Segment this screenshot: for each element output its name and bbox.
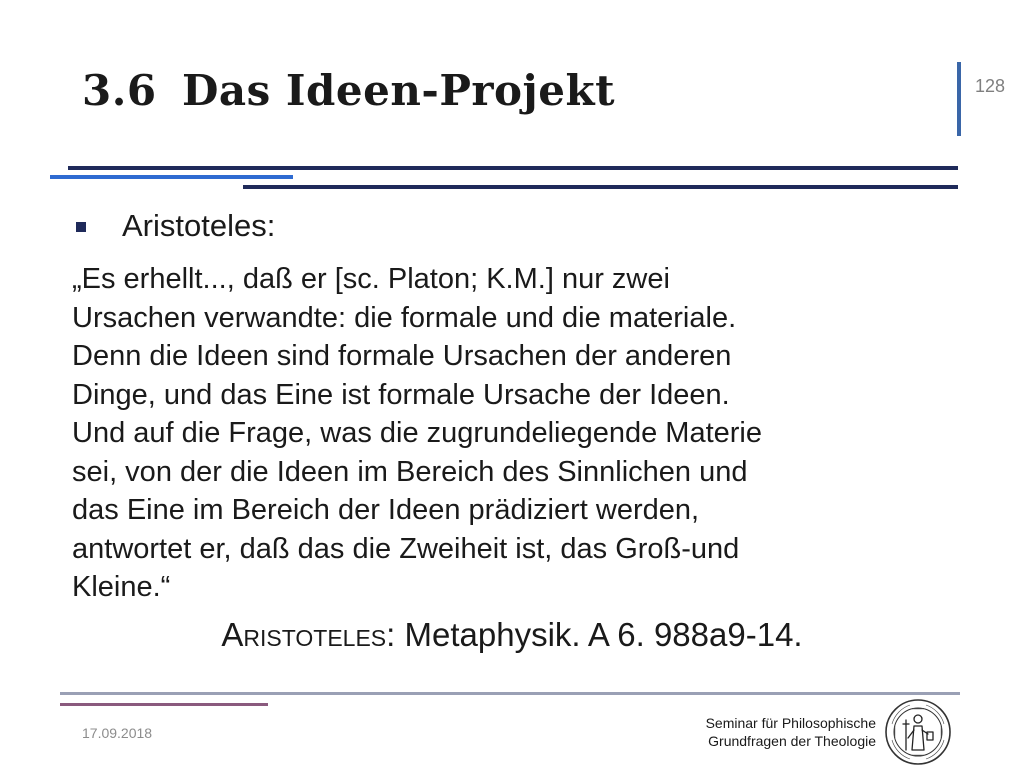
quote-line: sei, von der die Ideen im Bereich des Sinnlichen und (72, 455, 748, 488)
citation-source: : Metaphysik. A 6. 988a9-14. (386, 616, 803, 653)
university-seal-icon (884, 698, 952, 766)
quote-line: Kleine.“ (72, 571, 171, 603)
citation-author: Aristoteles (221, 616, 387, 653)
page-number: 128 (975, 76, 1006, 96)
square-bullet-icon (76, 222, 86, 232)
title-text: Das Ideen-Projekt (182, 66, 615, 115)
footer-rule-accent (60, 703, 268, 706)
quote-line: Und auf die Frage, was die zugrundeliegende Materie (72, 417, 762, 449)
section-number: 3.6 (82, 66, 157, 115)
page-number-divider (957, 62, 961, 136)
institution-line: Seminar für Philosophische (705, 715, 876, 731)
title-rule-accent (50, 175, 293, 179)
quote-line: das Eine im Bereich der Ideen prädiziert werden, (72, 494, 700, 526)
footer-date: 17.09.2018 (82, 725, 153, 741)
title-rule-bottom (243, 185, 958, 189)
quote-line: Ursachen verwandte: die formale und die materiale. (72, 301, 737, 334)
citation (0, 616, 1024, 654)
bullet-text: Aristoteles: (122, 208, 276, 243)
footer-institution (700, 714, 876, 750)
institution-line: Grundfragen der Theologie (708, 733, 876, 749)
quote-line: Denn die Ideen sind formale Ursachen der anderen (72, 340, 732, 372)
quote-line: Dinge, und das Eine ist formale Ursache der Ideen. (72, 378, 730, 411)
slide-title (82, 66, 615, 115)
quote-line: „Es erhellt..., daß er [sc. Platon; K.M.] nur zwei (72, 263, 670, 295)
quote-line: antwortet er, daß das die Zweiheit ist, das Groß-und (72, 532, 740, 565)
title-rule-top (68, 166, 958, 170)
quote-block (72, 260, 952, 607)
footer-rule (60, 692, 960, 695)
